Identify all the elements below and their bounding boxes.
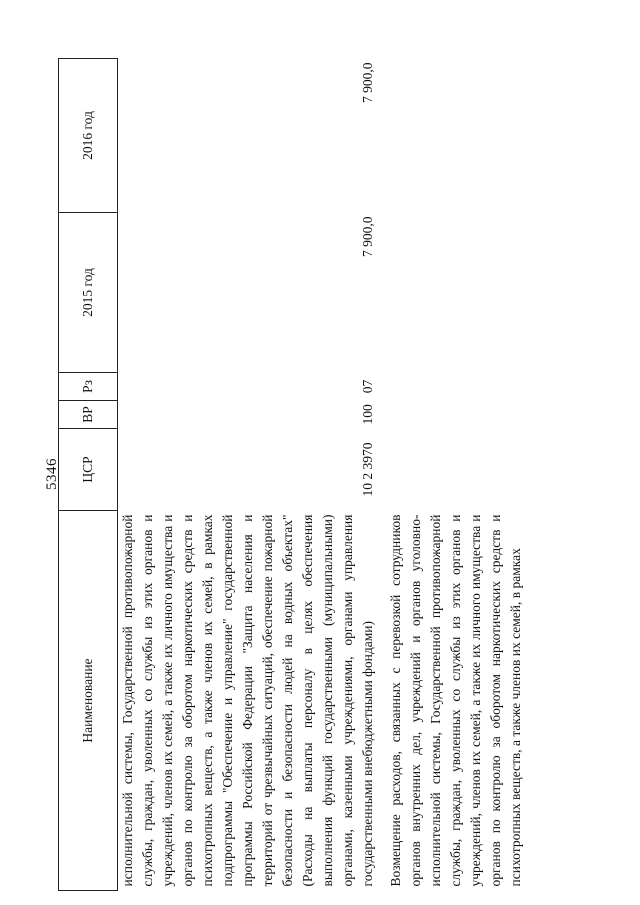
row-rz-cell: 07: [360, 379, 375, 394]
row-2016-cell: 7 900,0: [360, 62, 375, 103]
row-name-cell: исполнительной системы, Государственной противопожарной службы, граждан, уволенных со службы из этих органов и учреждений, членов их семей, а также их личного имущества и органов по контролю за оборотом наркотических средств и психотропных веществ, а также членов их семей, в рамках подпрограммы "Обеспечение и управление" государственной программы Российской Федерации "Защита населения и территорий от чрезвычайных ситуаций, обеспечение пожарной безопасности и безопасности людей на водных объектах" (Расходы на выплаты персоналу в целях обеспечения выполнения функций государственными (муниципальными) органами, казенными учреждениями, органами управления государственными внебюджетными фондами): [120, 514, 375, 887]
row-rz-cell: [378, 373, 526, 401]
row-vr-cell: [378, 401, 526, 429]
header-vr: ВР: [59, 401, 118, 429]
table-header-row: [59, 59, 118, 891]
header-rz: Рз: [59, 373, 118, 401]
page-number: 5346: [44, 458, 60, 490]
row-2016-cell: [378, 59, 526, 213]
header-2016: 2016 год: [59, 59, 118, 213]
table-row: [378, 59, 526, 891]
row-name-cell: Возмещение расходов, связанных с перевозкой сотрудников органов внутренних дел, учреждений и органов уголовно-исполнительной системы, Государственной противопожарной службы, граждан, уволенных со службы из этих органов и учреждений, членов их семей, а также их личного имущества и органов по контролю за оборотом наркотических средств и психотропных веществ, а также членов их семей, в рамках: [388, 514, 523, 887]
row-2015-cell: [378, 213, 526, 373]
budget-table: [58, 58, 526, 891]
row-2015-cell: 7 900,0: [360, 216, 375, 257]
row-vr-cell: 100: [360, 404, 375, 425]
row-csr-cell: [378, 429, 526, 511]
row-csr-cell: 10 2 3970: [360, 442, 375, 497]
header-2015: 2015 год: [59, 213, 118, 373]
header-csr: ЦСР: [59, 429, 118, 511]
header-name: Наименование: [59, 511, 118, 891]
table-row: [118, 59, 379, 891]
